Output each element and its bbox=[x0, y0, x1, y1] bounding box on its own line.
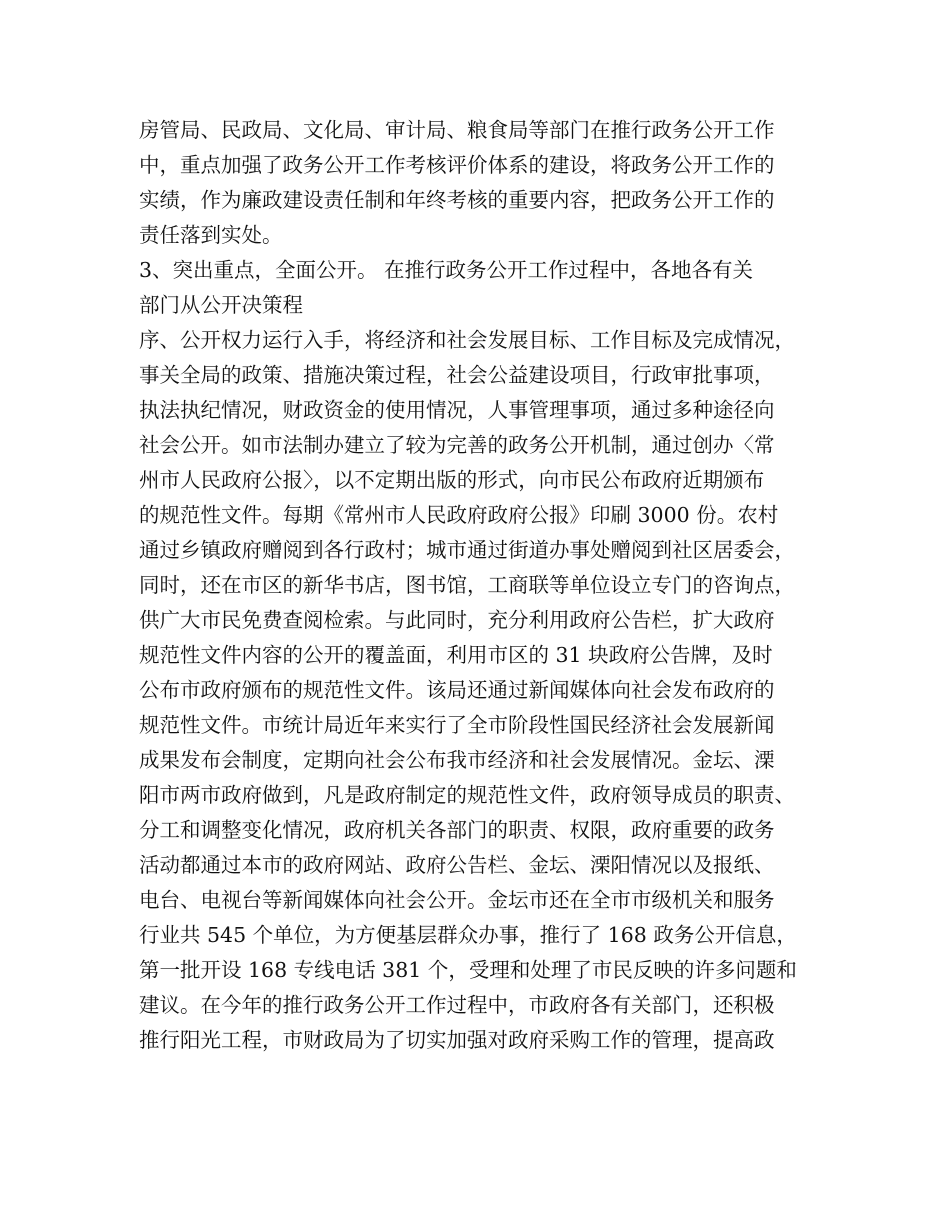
text-line: 行业共 545 个单位，为方便基层群众办事，推行了 168 政务公开信息， bbox=[139, 923, 797, 947]
text-line: 事关全局的政策、措施决策过程，社会公益建设项目，行政审批事项， bbox=[139, 363, 775, 387]
text-line: 建议。在今年的推行政务公开工作过程中，市政府各有关部门，还积极 bbox=[139, 993, 775, 1017]
text-line: 规范性文件。市统计局近年来实行了全市阶段性国民经济社会发展新闻 bbox=[139, 713, 775, 737]
text-line: 供广大市民免费查阅检索。与此同时，充分利用政府公告栏，扩大政府 bbox=[139, 608, 775, 632]
text-line: 房管局、民政局、文化局、审计局、粮食局等部门在推行政务公开工作 bbox=[139, 118, 775, 142]
text-line: 的规范性文件。每期《常州市人民政府政府公报》印刷 3000 份。农村 bbox=[139, 503, 779, 527]
text-line: 成果发布会制度，定期向社会公布我市经济和社会发展情况。金坛、溧 bbox=[139, 748, 775, 772]
text-line: 中，重点加强了政务公开工作考核评价体系的建设，将政务公开工作的 bbox=[139, 153, 775, 177]
text-line: 推行阳光工程，市财政局为了切实加强对政府采购工作的管理，提高政 bbox=[139, 1028, 775, 1052]
text-line: 3、突出重点，全面公开。 在推行政务公开工作过程中，各地各有关 bbox=[139, 258, 754, 282]
text-line: 活动都通过本市的政府网站、政府公告栏、金坛、溧阳情况以及报纸、 bbox=[139, 853, 775, 877]
text-line: 部门从公开决策程 bbox=[139, 293, 303, 317]
text-line: 社会公开。如市法制办建立了较为完善的政务公开机制，通过创办〈常 bbox=[139, 433, 775, 457]
text-line: 规范性文件内容的公开的覆盖面，利用市区的 31 块政府公告牌，及时 bbox=[139, 643, 773, 667]
body-text bbox=[139, 113, 829, 1058]
text-line: 责任落到实处。 bbox=[139, 223, 283, 247]
text-line: 第一批开设 168 专线电话 381 个，受理和处理了市民反映的许多问题和 bbox=[139, 958, 797, 982]
text-line: 公布市政府颁布的规范性文件。该局还通过新闻媒体向社会发布政府的 bbox=[139, 678, 775, 702]
text-line: 通过乡镇政府赠阅到各行政村；城市通过街道办事处赠阅到社区居委会， bbox=[139, 538, 795, 562]
text-line: 执法执纪情况，财政资金的使用情况，人事管理事项，通过多种途径向 bbox=[139, 398, 775, 422]
text-line: 同时，还在市区的新华书店，图书馆，工商联等单位设立专门的咨询点， bbox=[139, 573, 795, 597]
text-line: 实绩，作为廉政建设责任制和年终考核的重要内容，把政务公开工作的 bbox=[139, 188, 775, 212]
text-line: 州市人民政府公报〉，以不定期出版的形式，向市民公布政府近期颁布 bbox=[139, 468, 765, 492]
text-line: 序、公开权力运行入手，将经济和社会发展目标、工作目标及完成情况， bbox=[139, 328, 795, 352]
text-line: 电台、电视台等新闻媒体向社会公开。金坛市还在全市市级机关和服务 bbox=[139, 888, 775, 912]
text-line: 分工和调整变化情况，政府机关各部门的职责、权限，政府重要的政务 bbox=[139, 818, 775, 842]
text-line: 阳市两市政府做到，凡是政府制定的规范性文件，政府领导成员的职责、 bbox=[139, 783, 795, 807]
